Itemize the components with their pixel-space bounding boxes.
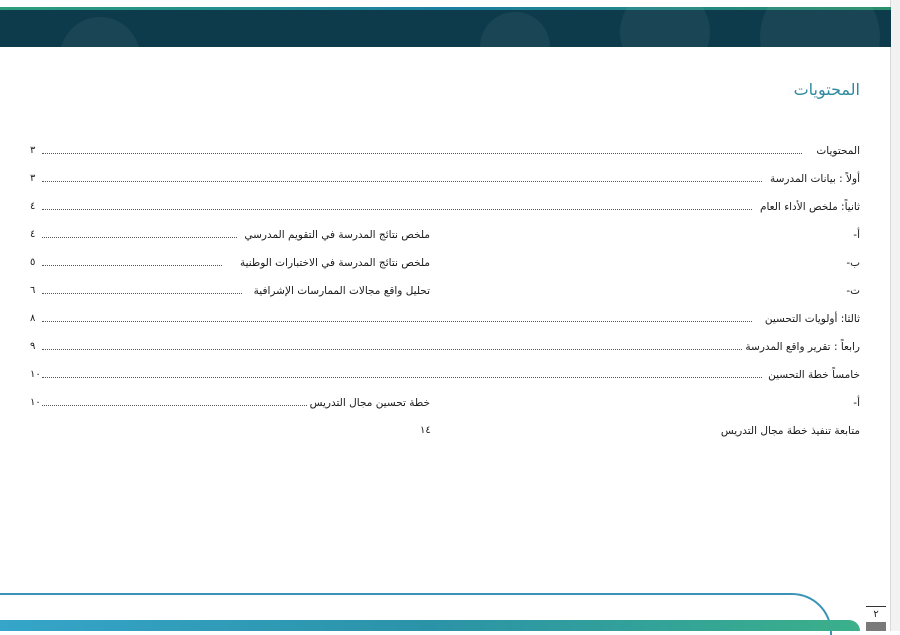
toc-entry-label: أولاً : بيانات المدرسة — [769, 173, 860, 185]
toc-page-number: ٣ — [30, 173, 36, 184]
toc-entry-label: ملخص نتائج المدرسة في الاختبارات الوطنية — [239, 257, 430, 269]
toc-page-number: ١٤ — [420, 425, 431, 436]
toc-entry-marker: أ- — [853, 229, 860, 241]
toc-entry-label: تحليل واقع مجالات الممارسات الإشرافية — [253, 285, 430, 297]
toc-entry-label: رابعاً : تقرير واقع المدرسة — [745, 341, 860, 353]
toc-entry-label: متابعة تنفيذ خطة مجال التدريس — [720, 425, 860, 437]
toc-entry-label: ثالثا: أولويات التحسين — [764, 313, 860, 325]
toc-page-number: ٤ — [30, 229, 36, 240]
page-title: المحتويات — [793, 80, 860, 99]
header-band — [0, 7, 891, 47]
toc-entry[interactable] — [30, 228, 860, 248]
toc-entry[interactable] — [30, 144, 860, 164]
toc-entry[interactable] — [30, 312, 860, 332]
toc-entry[interactable] — [30, 172, 860, 192]
toc-entry[interactable] — [30, 396, 860, 416]
toc-page-number: ٩ — [30, 341, 36, 352]
page-number: ٢ — [866, 606, 886, 620]
toc-entry[interactable] — [30, 256, 860, 276]
toc-entry-label: المحتويات — [816, 145, 860, 157]
page-number-bar — [866, 622, 886, 631]
toc-page-number: ٦ — [30, 285, 36, 296]
toc-entry[interactable] — [30, 200, 860, 220]
toc-entry[interactable] — [30, 368, 860, 388]
toc-entry[interactable] — [30, 284, 860, 304]
toc-page-number: ١٠ — [30, 397, 41, 408]
toc-entry-marker: ب- — [846, 257, 860, 269]
toc-entry-marker: أ- — [853, 397, 860, 409]
footer-band — [0, 620, 860, 631]
toc-entry[interactable] — [30, 424, 860, 444]
toc-entry-label: خامساً خطة التحسين — [768, 369, 860, 381]
page-edge — [890, 0, 900, 631]
toc-entry[interactable] — [30, 340, 860, 360]
toc-entry-label: خطة تحسين مجال التدريس — [309, 397, 430, 409]
toc-page-number: ١٠ — [30, 369, 41, 380]
toc-page-number: ٣ — [30, 145, 36, 156]
toc-entry-marker: ت- — [846, 285, 860, 297]
toc-page-number: ٥ — [30, 257, 36, 268]
toc-page-number: ٨ — [30, 313, 36, 324]
toc-entry-label: ثانياً: ملخص الأداء العام — [759, 201, 860, 213]
toc-entry-label: ملخص نتائج المدرسة في التقويم المدرسي — [244, 229, 430, 241]
toc-page-number: ٤ — [30, 201, 36, 212]
